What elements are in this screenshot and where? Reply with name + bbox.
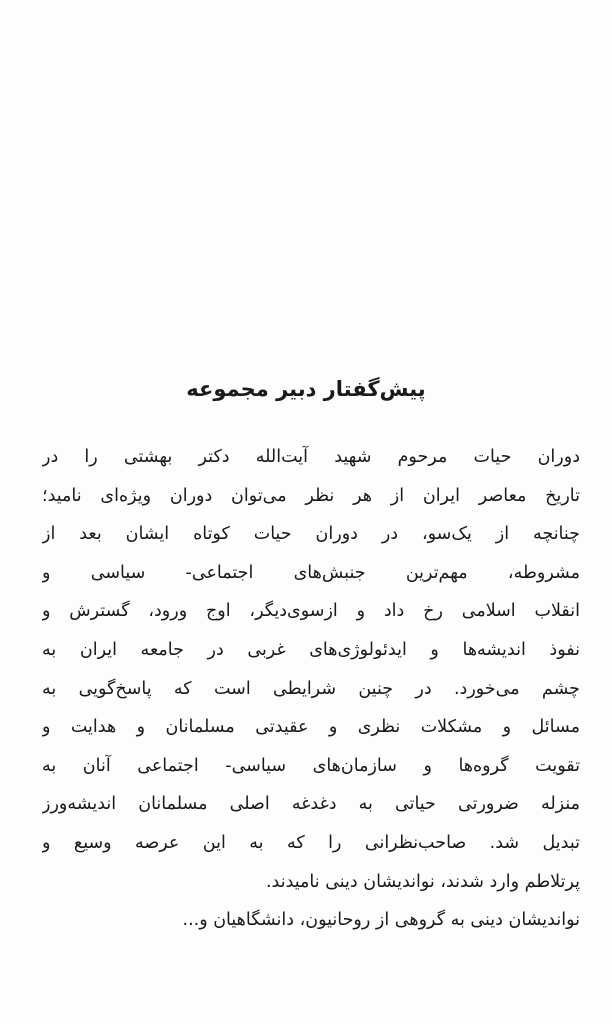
text-line: تاریخ معاصر ایران از هر نظر می‌توان دوران ویژه‌ای نامید؛ — [42, 485, 580, 506]
body-text — [42, 438, 580, 940]
text-line: تقویت گروه‌ها و سازمان‌های سیاسی- اجتماعی آنان به — [42, 755, 580, 776]
text-line: چنانچه از یک‌سو، در دوران حیات کوتاه ایشان بعد از — [42, 524, 580, 545]
section-title: پیش‌گفتار دبیر مجموعه — [186, 377, 426, 401]
text-line: نفوذ اندیشه‌ها و ایدئولوژی‌های غربی در جامعه ایران به — [42, 639, 580, 660]
text-line: انقلاب اسلامی رخ داد و ازسوی‌دیگر، اوج ورود، گسترش و — [42, 601, 580, 622]
text-line: منزله ضرورتی حیاتی به دغدغه اصلی مسلمانان اندیشه‌ورز — [42, 794, 580, 815]
text-line: تبدیل شد. صاحب‌نظرانی را که به این عرصه وسیع و — [42, 832, 580, 853]
text-line: مسائل و مشکلات نظری و عقیدتی مسلمانان و هدایت و — [42, 717, 580, 738]
text-line: مشروطه، مهم‌ترین جنبش‌های اجتماعی- سیاسی و — [42, 562, 580, 583]
text-line: پرتلاطم وارد شدند، نواندیشان دینی نامیدند. — [265, 871, 580, 892]
text-line: دوران حیات مرحوم شهید آیت‌الله دکتر بهشتی را در — [42, 447, 580, 467]
text-line: چشم می‌خورد. در چنین شرایطی است که پاسخ‌گویی به — [42, 678, 580, 699]
text-line: نواندیشان دینی به گروهی از روحانیون، دانشگاهیان و... — [182, 910, 580, 931]
